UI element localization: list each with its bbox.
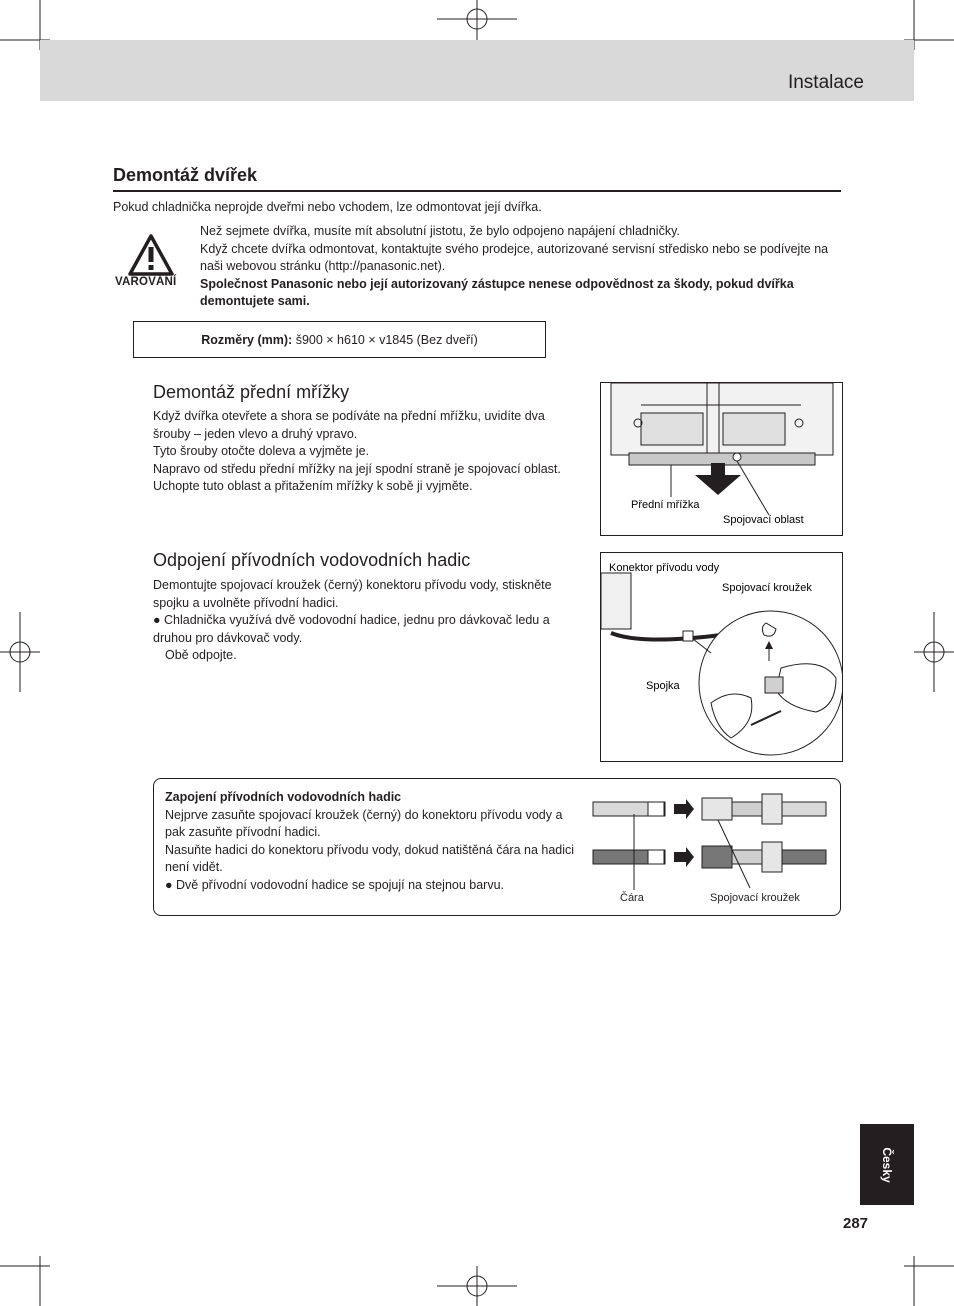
page-number: 287 xyxy=(843,1215,869,1232)
label-connecting-ring: Spojovací kroužek xyxy=(722,582,812,594)
grille-text xyxy=(153,408,583,496)
hoses-bullet: ● Chladnička využívá dvě vodovodní hadice, jednu pro dávkovač ledu a druhou pro dávkovač vody. xyxy=(153,613,550,645)
grille-paragraph: Napravo od středu přední mřížky na její spodní straně je spojovací oblast. Uchopte tuto oblast a přitažením mřížky k sobě ji vyjměte. xyxy=(153,461,561,493)
section-intro: Pokud chladnička neprojde dveřmi nebo vchodem, lze odmontovat její dvířka. xyxy=(113,200,542,214)
connect-note-title: Zapojení přívodních vodovodních hadic xyxy=(165,790,402,804)
warning-line: Než sejmete dvířka, musíte mít absolutní jistotu, že bylo odpojeno napájení chladničky. xyxy=(200,224,680,238)
grille-title: Demontáž přední mřížky xyxy=(153,382,350,402)
label-connecting-ring-2: Spojovací kroužek xyxy=(710,892,800,904)
header-section-title: Instalace xyxy=(787,72,864,93)
section-title: Demontáž dvířek xyxy=(113,165,258,185)
section-divider xyxy=(113,190,841,192)
warning-bold: Společnost Panasonic nebo její autorizovaný zástupce nenese odpovědnost za škody, pokud dvířka demontujete sami. xyxy=(200,276,794,308)
hoses-illustration xyxy=(601,553,842,761)
label-line: Čára xyxy=(620,892,644,904)
dimensions-value: š900 × h610 × v1845 (Bez dveří) xyxy=(292,332,478,347)
dimensions-label: Rozměry (mm): xyxy=(201,332,293,347)
label-joint-area: Spojovací oblast xyxy=(723,514,804,526)
grille-paragraph: Když dvířka otevřete a shora se podíváte na přední mřížku, uvidíte dva šrouby – jeden vlevo a druhý vpravo. xyxy=(153,409,545,441)
warning-label: VAROVÁNÍ xyxy=(115,276,177,288)
connect-note-line: Nejprve zasuňte spojovací kroužek (černý) do konektoru přívodu vody a pak zasuňte přívodní hadici. xyxy=(165,807,563,839)
label-water-connector: Konektor přívodu vody xyxy=(609,562,720,574)
warning-text xyxy=(200,223,840,311)
connect-note-line: ● Dvě přívodní vodovodní hadice se spojují na stejnou barvu. xyxy=(165,877,505,892)
header-band xyxy=(40,40,914,101)
label-front-grille: Přední mřížka xyxy=(631,499,700,511)
grille-paragraph: Tyto šrouby otočte doleva a vyjměte je. xyxy=(153,444,370,458)
hoses-paragraph: Demontujte spojovací kroužek (černý) konektoru přívodu vody, stiskněte spojku a uvolněte přívodní hadici. xyxy=(153,578,552,610)
hoses-title: Odpojení přívodních vodovodních hadic xyxy=(153,550,471,570)
hoses-text xyxy=(153,577,583,665)
dimensions-box xyxy=(133,321,546,358)
hoses-bullet-cont: Obě odpojte. xyxy=(165,648,237,662)
language-tab-label: Česky xyxy=(880,1146,894,1183)
grille-figure xyxy=(600,382,843,536)
language-tab xyxy=(860,1124,914,1205)
label-coupling: Spojka xyxy=(646,680,680,692)
connect-note-text xyxy=(165,789,585,894)
connect-note-line: Nasuňte hadici do konektoru přívodu vody, dokud natištěná čára na hadici není vidět. xyxy=(165,842,575,874)
connect-illustration xyxy=(590,786,835,908)
grille-illustration xyxy=(601,383,842,535)
hoses-figure xyxy=(600,552,843,762)
warning-icon xyxy=(127,233,175,277)
warning-line: Když chcete dvířka odmontovat, kontaktujte svého prodejce, autorizované servisní středisko nebo se podívejte na naši webovou stránku (http://panasonic.net). xyxy=(200,241,829,273)
